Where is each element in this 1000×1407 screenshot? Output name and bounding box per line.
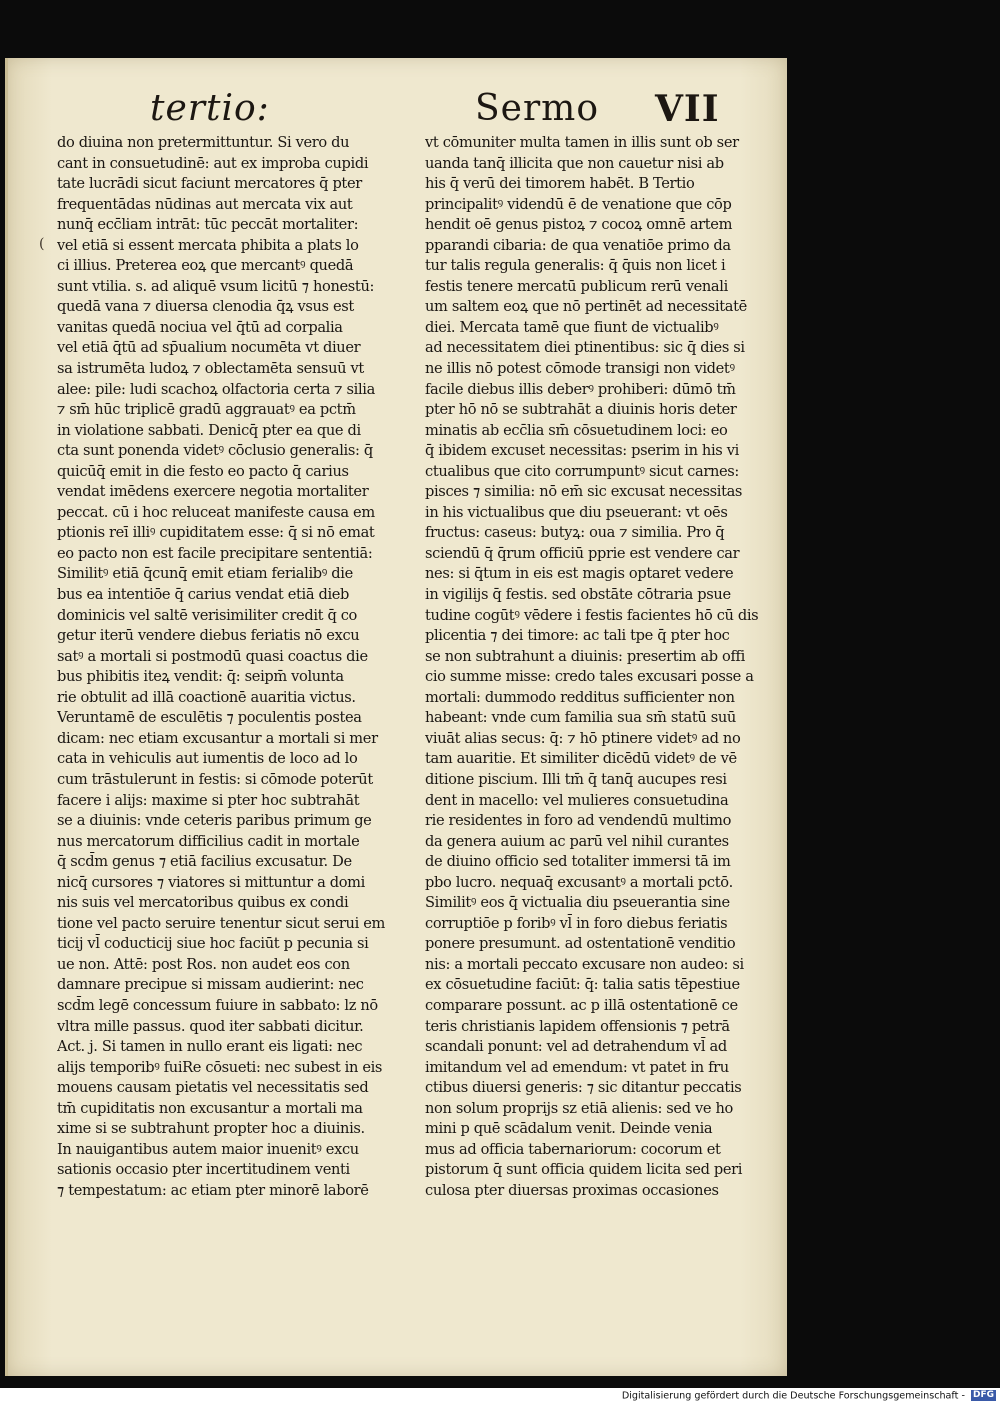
text-line: vel etiā si essent mercata phibita a plats lo: [57, 236, 359, 254]
text-line: festis tenere mercatū publicum rerū venali: [425, 277, 728, 295]
text-line: cata in vehiculis aut iumentis de loco ad lo: [57, 750, 358, 768]
text-line: cta sunt ponenda videtꝰ cōclusio generalis: q̄: [57, 442, 373, 460]
text-line: cio summe misse: credo tales excusari posse a: [425, 668, 754, 686]
text-line: cum trāstulerunt in festis: si cōmode poterūt: [57, 770, 373, 788]
text-line: pisces ⁊ similia: nō em̄ sic excusat necessitas: [425, 483, 743, 501]
text-line: nus mercatorum difficilius cadit in mortale: [57, 832, 360, 850]
text-line: facere i alijs: maxime si pter hoc subtrahāt: [57, 791, 360, 809]
text-line: principalitꝰ videndū ē de venatione que cōp: [425, 195, 732, 213]
text-line: non solum proprijs sz etiā alienis: sed ve ho: [425, 1099, 733, 1117]
text-line: uanda tanq̄ illicita que non cauetur nisi ab: [425, 154, 724, 172]
text-line: in violatione sabbati. Denicq̄ pter ea que di: [57, 421, 361, 439]
text-line: alee: pile: ludi scachoꝝ olfactoria certa ⁊ silia: [57, 380, 375, 398]
text-line: nicq̄ cursores ⁊ viatores si mittuntur a domi: [57, 873, 365, 891]
text-line: in vigilijs q̄ festis. sed obstāte cōtraria psue: [425, 586, 731, 604]
text-line: tm̄ cupiditatis non excusantur a mortali ma: [57, 1099, 363, 1117]
text-line: hendit oē genus pistoꝝ ⁊ cocoꝝ omnē artem: [425, 216, 733, 234]
text-line: tam auaritie. Et similiter dicēdū videtꝰ de vē: [425, 750, 737, 768]
text-line: ticij vl̄ coducticij siue hoc faciūt p pecunia si: [57, 935, 369, 953]
text-line: mortali: dummodo redditus sufficienter non: [425, 688, 735, 706]
text-line: damnare precipue si missam audierint: nec: [57, 976, 364, 994]
text-line: pparandi cibaria: de qua venatiōe primo da: [425, 236, 731, 254]
text-line: de diuino officio sed totaliter immersi tā im: [425, 853, 731, 871]
text-line: rie residentes in foro ad vendendū multimo: [425, 812, 732, 830]
text-line: ponere presumunt. ad ostentationē venditio: [425, 935, 736, 953]
text-line: viuāt alias secus: q̄: ⁊ hō ptinere videtꝰ ad no: [425, 729, 741, 747]
text-line: pbo lucro. nequaq̄ excusantꝰ a mortali pctō.: [425, 873, 733, 891]
text-line: ditione piscium. Illi tm̄ q̄ tanq̄ aucupes resi: [425, 770, 727, 788]
dfg-logo: DFG: [972, 1390, 994, 1400]
text-line: sationis occasio pter incertitudinem venti: [57, 1161, 350, 1179]
text-line: getur iterū vendere diebus feriatis nō excu: [57, 627, 360, 645]
text-line: ex cōsuetudine faciūt: q̄: talia satis tēpestiue: [425, 976, 740, 994]
text-line: um saltem eoꝝ que nō pertinēt ad necessitatē: [425, 298, 747, 316]
text-line: tate lucrādi sicut faciunt mercatores q̄ pter: [57, 175, 362, 193]
text-line: habeant: vnde cum familia sua sm̄ statū suū: [425, 709, 736, 727]
text-column-right: [425, 133, 787, 1263]
funding-text: Digitalisierung gefördert durch die Deutsche Forschungsgemeinschaft -: [621, 1390, 965, 1402]
text-line: diei. Mercata tamē que fiunt de victualibꝰ: [425, 318, 719, 336]
text-line: Similitꝰ eos q̄ victualia diu pseuerantia sine: [425, 894, 730, 912]
text-line: do diuina non pretermittuntur. Si vero du: [57, 134, 350, 151]
text-line: ⁊ sm̄ hūc triplicē gradū aggrauatꝰ ea pctm̄: [57, 401, 356, 419]
text-line: ne illis nō potest cōmode transigi non videtꝰ: [425, 360, 735, 378]
text-line: dominicis vel saltē verisimiliter credit q̄ co: [57, 606, 357, 624]
text-line: ci illius. Preterea eoꝝ que mercantꝰ quedā: [57, 257, 354, 275]
text-line: ⁊ tempestatum: ac etiam pter minorē laborē: [57, 1181, 369, 1199]
text-line: dicam: nec etiam excusantur a mortali si mer: [57, 729, 378, 747]
text-line: vendat imēdens exercere negotia mortaliter: [57, 483, 369, 501]
text-line: rie obtulit ad illā coactionē auaritia victus.: [57, 688, 356, 706]
text-line: scandali ponunt: vel ad detrahendum vl̄ ad: [425, 1038, 727, 1056]
text-line: corruptiōe p foribꝰ vl̄ in foro diebus feriatis: [425, 914, 728, 932]
text-line: nis suis vel mercatoribus quibus ex condi: [57, 894, 349, 912]
text-line: In nauigantibus autem maior inuenitꝰ excu: [57, 1140, 359, 1158]
text-column-left: [57, 133, 419, 1263]
text-line: Similitꝰ etiā q̄cunq̄ emit etiam ferialibꝰ die: [57, 565, 353, 583]
margin-mark: (: [39, 236, 45, 252]
text-line: ctualibus que cito corrumpuntꝰ sicut carnes:: [425, 462, 739, 480]
text-line: teris christianis lapidem offensionis ⁊ petrā: [425, 1017, 730, 1035]
text-line: quicūq̄ emit in die festo eo pacto q̄ carius: [57, 462, 349, 480]
text-line: his q̄ verū dei timorem habēt. B Tertio: [425, 175, 695, 193]
book-page: [5, 58, 787, 1376]
text-line: Act. j. Si tamen in nullo erant eis ligati: nec: [57, 1038, 363, 1056]
text-line: bus phibitis iteꝝ vendit: q̄: seipm̄ volunta: [57, 668, 344, 686]
text-line: xime si se subtrahunt propter hoc a diuinis.: [57, 1120, 365, 1138]
text-line: peccat. cū i hoc reluceat manifeste causa em: [57, 503, 375, 521]
running-head-sermo: Sermo: [475, 88, 599, 129]
text-line: vt cōmuniter multa tamen in illis sunt ob ser: [425, 134, 739, 151]
text-line: quedā vana ⁊ diuersa clenodia q̄ꝝ vsus est: [57, 298, 354, 316]
text-line: vanitas quedā nociua vel q̄tū ad corpalia: [57, 318, 343, 336]
text-line: q̄ ibidem excuset necessitas: pserim in his vi: [425, 442, 739, 460]
text-line: nis: a mortali peccato excusare non audeo: si: [425, 955, 744, 973]
text-line: sa istrumēta ludoꝝ ⁊ oblectamēta sensuū vt: [57, 360, 364, 378]
text-line: alijs temporibꝰ fuiRe cōsueti: nec subest in eis: [57, 1058, 383, 1076]
text-line: dent in macello: vel mulieres consuetudina: [425, 791, 729, 809]
text-line: tione vel pacto seruire tenentur sicut serui em: [57, 914, 385, 932]
text-line: nunq̄ ecc̄liam intrāt: tūc peccāt mortaliter:: [57, 216, 359, 234]
text-line: eo pacto non est facile precipitare sententiā:: [57, 544, 373, 562]
text-line: mus ad officia tabernariorum: cocorum et: [425, 1140, 721, 1158]
running-head-number: VII: [655, 88, 720, 130]
text-line: mini p quē scādalum venit. Deinde venia: [425, 1120, 713, 1138]
text-line: mouens causam pietatis vel necessitatis sed: [57, 1079, 369, 1097]
text-line: scd̄m legē concessum fuiure in sabbato: lz nō: [57, 996, 378, 1014]
running-head-left: tertio:: [150, 88, 270, 129]
text-line: nes: si q̄tum in eis est magis optaret vedere: [425, 565, 734, 583]
text-line: tur talis regula generalis: q̄ q̄uis non licet i: [425, 257, 726, 275]
text-line: da genera auium ac parū vel nihil curantes: [425, 832, 729, 850]
text-line: sunt vtilia. s. ad aliquē vsum licitū ⁊ honestū:: [57, 277, 375, 295]
text-line: bus ea intentiōe q̄ carius vendat etiā dieb: [57, 586, 350, 604]
text-line: culosa pter diuersas proximas occasiones: [425, 1181, 719, 1199]
text-line: minatis ab ecc̄lia sm̄ cōsuetudinem loci: eo: [425, 421, 728, 439]
text-line: comparare possunt. ac p illā ostentationē ce: [425, 996, 738, 1014]
text-line: tudine cogūtꝰ vēdere i festis facientes hō cū dis: [425, 606, 759, 624]
text-line: imitandum vel ad emendum: vt patet in fru: [425, 1058, 729, 1076]
text-line: ue non. Attē: post Ros. non audet eos con: [57, 955, 350, 973]
text-line: pistorum q̄ sunt officia quidem licita sed peri: [425, 1161, 743, 1179]
text-line: ad necessitatem diei ptinentibus: sic q̄ dies si: [425, 339, 745, 357]
text-line: frequentādas nūdinas aut mercata vix aut: [57, 195, 353, 213]
text-line: satꝰ a mortali si postmodū quasi coactus die: [57, 647, 368, 665]
text-line: sciendū q̄ q̄rum officiū pprie est vendere car: [425, 544, 740, 562]
text-line: q̄ scd̄m genus ⁊ etiā facilius excusatur. De: [57, 853, 352, 871]
text-line: se non subtrahunt a diuinis: presertim ab offi: [425, 647, 745, 665]
text-line: pter hō nō se subtrahāt a diuinis horis deter: [425, 401, 737, 419]
text-line: ptionis reī illiꝰ cupiditatem esse: q̄ si nō emat: [57, 524, 375, 542]
text-line: plicentia ⁊ dei timore: ac tali tpe q̄ pter hoc: [425, 627, 730, 645]
text-line: se a diuinis: vnde ceteris paribus primum ge: [57, 812, 372, 830]
text-line: cant in consuetudinē: aut ex improba cupidi: [57, 154, 369, 172]
text-line: Veruntamē de esculētis ⁊ poculentis postea: [57, 709, 362, 727]
text-line: vltra mille passus. quod iter sabbati dicitur.: [57, 1017, 364, 1035]
text-line: fructus: caseus: butyꝝ: oua ⁊ similia. Pro q̄: [425, 524, 725, 542]
text-line: ctibus diuersi generis: ⁊ sic ditantur peccatis: [425, 1079, 742, 1097]
funding-footer: [606, 1390, 996, 1404]
page-gutter: [5, 58, 8, 1376]
text-line: facile diebus illis deberꝰ prohiberi: dūmō tm̄: [425, 380, 736, 398]
text-line: in his victualibus que diu pseuerant: vt oēs: [425, 503, 728, 521]
text-line: vel etiā q̄tū ad sp̄ualium nocumēta vt diuer: [57, 339, 361, 357]
